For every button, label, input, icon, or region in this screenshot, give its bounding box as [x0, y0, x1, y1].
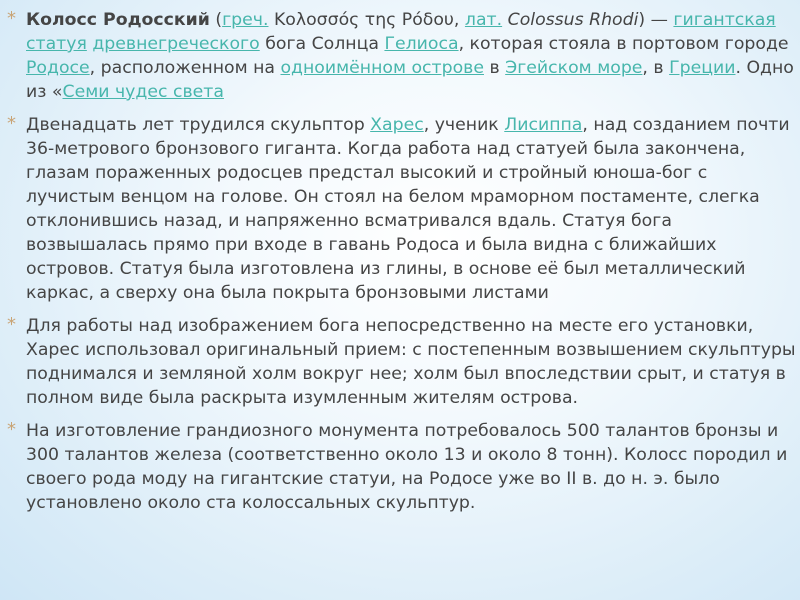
link-greece[interactable]: Греции	[669, 58, 736, 78]
text: в	[483, 58, 506, 78]
text: , ученик	[423, 115, 505, 135]
paragraph-chares-work	[7, 113, 796, 305]
text: . Одно из «	[26, 58, 794, 102]
paragraph-colossus-intro	[7, 8, 796, 104]
text: (	[209, 10, 223, 30]
link-latin[interactable]: лат.	[464, 10, 503, 30]
asterisk-bullet-icon: *	[7, 314, 16, 335]
link-chares[interactable]: Харес	[370, 115, 424, 135]
link-ancient-greek[interactable]: древнегреческого	[92, 34, 260, 54]
text: , в	[642, 58, 670, 78]
asterisk-bullet-icon: *	[7, 8, 16, 29]
text: Κολοσσός της Ρόδου,	[268, 10, 465, 30]
slide-content	[7, 8, 796, 524]
paragraph-construction-method	[7, 314, 796, 410]
text: бога Солнца	[259, 34, 385, 54]
latin-name: Colossus Rhodi	[507, 10, 639, 30]
article-title: Колосс Родосский	[26, 10, 210, 30]
text: Для работы над изображением бога непосредственно на месте его установки, Харес использовал оригинальный прием: с постепенным возвышением скульптуры поднимался и земляной холм вокруг нее; холм был впоследствии срыт, и статуя в полном виде была раскрыта изумленным жителям острова.	[26, 316, 796, 408]
link-seven-wonders[interactable]: Семи чудес света	[62, 82, 224, 102]
link-giant-statue[interactable]: гигантская статуя	[26, 10, 776, 54]
text: , которая стояла в портовом городе	[458, 34, 789, 54]
text: ) —	[638, 10, 674, 30]
link-greek[interactable]: греч.	[222, 10, 269, 30]
link-aegean-sea[interactable]: Эгейском море	[505, 58, 643, 78]
paragraph-materials	[7, 419, 796, 515]
asterisk-bullet-icon: *	[7, 113, 16, 134]
link-helios[interactable]: Гелиоса	[384, 34, 459, 54]
link-rhodes-city[interactable]: Родосе	[26, 58, 90, 78]
text: На изготовление грандиозного монумента потребовалось 500 талантов бронзы и 300 талантов железа (соответственно около 13 и около 8 тонн). Колосс породил и своего рода моду на гигантские статуи, на Родосе уже во II в. до н. э. было установлено около ста колоссальных скульптур.	[26, 421, 788, 513]
text: , расположенном на	[89, 58, 281, 78]
asterisk-bullet-icon: *	[7, 419, 16, 440]
text: Двенадцать лет трудился скульптор	[26, 115, 371, 135]
link-lysippos[interactable]: Лисиппа	[504, 115, 583, 135]
link-same-name-island[interactable]: одноимённом острове	[280, 58, 484, 78]
text: , над созданием почти 36-метрового бронзового гиганта. Когда работа над статуей была закончена, глазам пораженных родосцев предстал высокий и стройный юноша-бог с лучистым венцом на голове. Он стоял на белом мраморном постаменте, слегка отклонившись назад, и напряженно всматривался вдаль. Статуя бога возвышалась прямо при входе в гавань Родоса и была видна с ближайших островов. Статуя была изготовлена из глины, в основе её был металлический каркас, а сверху она была покрыта бронзовыми листами	[26, 115, 790, 303]
